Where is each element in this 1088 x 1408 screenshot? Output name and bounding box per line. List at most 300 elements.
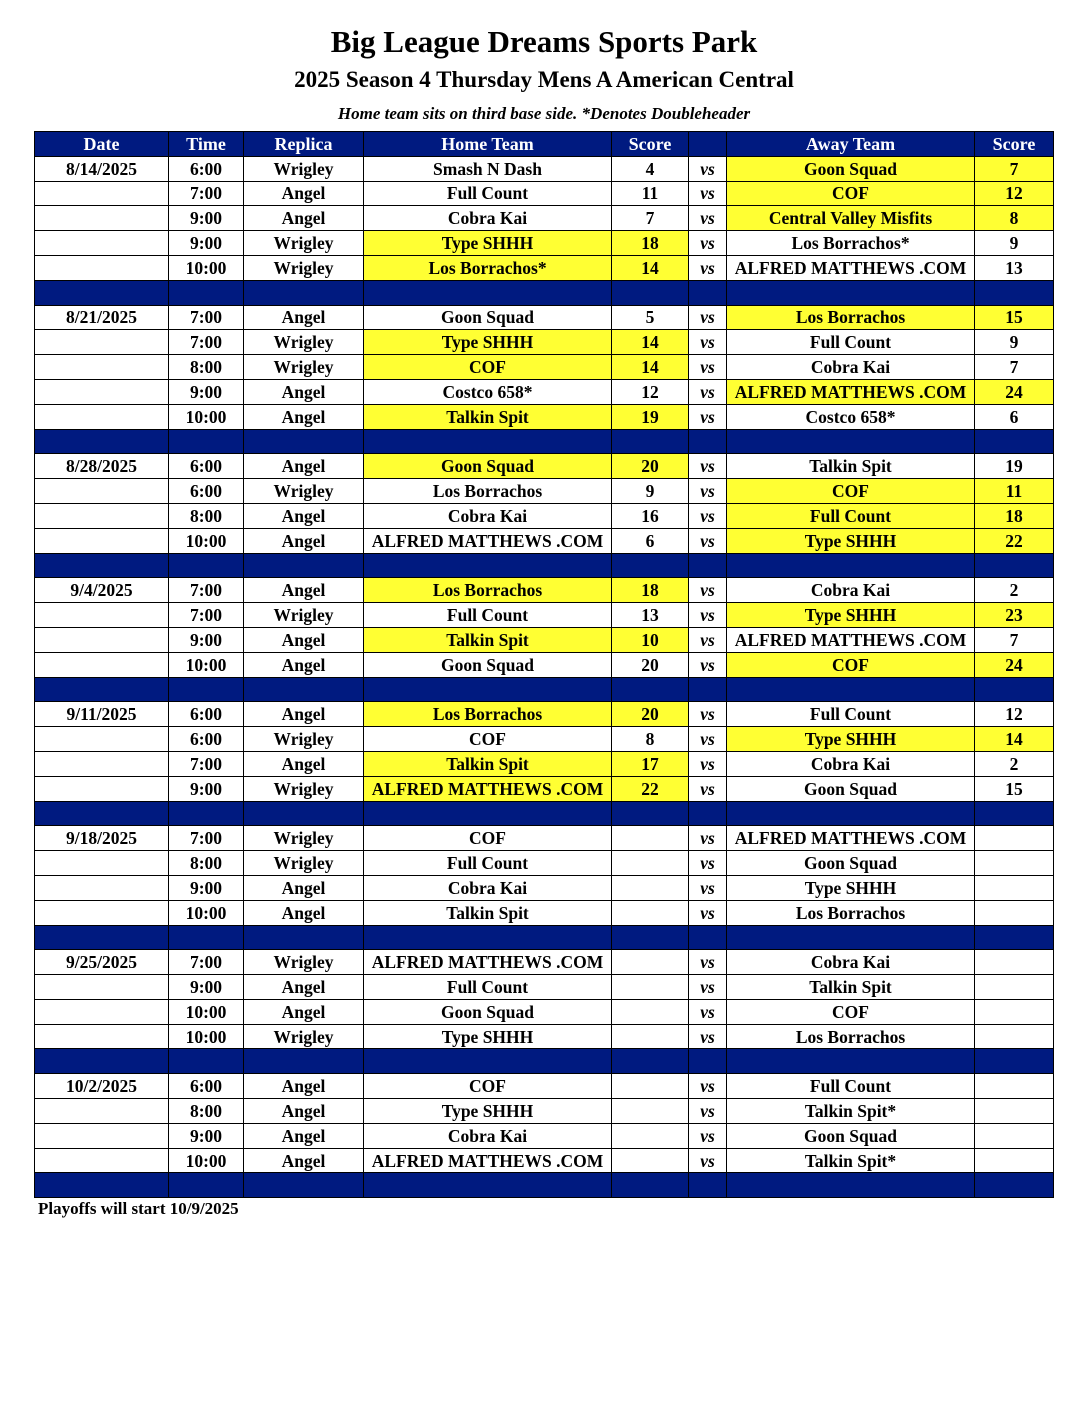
home-team: Talkin Spit	[364, 627, 612, 652]
game-replica: Angel	[244, 627, 364, 652]
away-score: 18	[975, 503, 1054, 528]
separator-cell	[364, 677, 612, 702]
column-header-replica: Replica	[244, 132, 364, 157]
game-time: 10:00	[169, 652, 244, 677]
home-team: Goon Squad	[364, 652, 612, 677]
home-score: 10	[612, 627, 689, 652]
separator-cell	[612, 280, 689, 305]
separator-cell	[35, 280, 169, 305]
game-time: 7:00	[169, 578, 244, 603]
game-row	[35, 454, 1054, 479]
game-row	[35, 975, 1054, 1000]
game-date	[35, 355, 169, 380]
game-time: 7:00	[169, 181, 244, 206]
home-score	[612, 1024, 689, 1049]
game-row	[35, 652, 1054, 677]
game-replica: Angel	[244, 975, 364, 1000]
away-team: Type SHHH	[727, 875, 975, 900]
game-replica: Wrigley	[244, 479, 364, 504]
game-row	[35, 404, 1054, 429]
week-separator-row	[35, 1049, 1054, 1074]
game-row	[35, 826, 1054, 851]
vs-label: vs	[689, 206, 727, 231]
separator-cell	[689, 1049, 727, 1074]
home-score: 20	[612, 702, 689, 727]
separator-cell	[727, 280, 975, 305]
game-date	[35, 627, 169, 652]
away-score: 12	[975, 181, 1054, 206]
home-score	[612, 999, 689, 1024]
home-team: Talkin Spit	[364, 900, 612, 925]
game-date	[35, 851, 169, 876]
game-replica: Angel	[244, 999, 364, 1024]
vs-label: vs	[689, 578, 727, 603]
game-row	[35, 999, 1054, 1024]
game-replica: Wrigley	[244, 1024, 364, 1049]
separator-cell	[612, 1049, 689, 1074]
home-score: 5	[612, 305, 689, 330]
vs-label: vs	[689, 355, 727, 380]
game-replica: Wrigley	[244, 156, 364, 181]
away-score: 7	[975, 355, 1054, 380]
game-date	[35, 900, 169, 925]
home-score	[612, 900, 689, 925]
vs-label: vs	[689, 528, 727, 553]
home-team: Cobra Kai	[364, 503, 612, 528]
separator-cell	[727, 677, 975, 702]
game-date: 9/25/2025	[35, 950, 169, 975]
home-team: Los Borrachos	[364, 702, 612, 727]
away-team: Cobra Kai	[727, 751, 975, 776]
separator-cell	[244, 429, 364, 454]
separator-cell	[975, 1049, 1054, 1074]
vs-label: vs	[689, 1123, 727, 1148]
game-row	[35, 528, 1054, 553]
home-score	[612, 950, 689, 975]
column-header-date: Date	[35, 132, 169, 157]
away-score: 2	[975, 578, 1054, 603]
game-date: 8/21/2025	[35, 305, 169, 330]
away-team: COF	[727, 999, 975, 1024]
game-replica: Angel	[244, 181, 364, 206]
home-score: 16	[612, 503, 689, 528]
game-time: 6:00	[169, 727, 244, 752]
away-team: Full Count	[727, 702, 975, 727]
game-row	[35, 255, 1054, 280]
game-time: 7:00	[169, 751, 244, 776]
game-time: 9:00	[169, 975, 244, 1000]
away-score: 7	[975, 156, 1054, 181]
vs-label: vs	[689, 875, 727, 900]
column-header-away-team: Away Team	[727, 132, 975, 157]
game-date	[35, 255, 169, 280]
home-score	[612, 1099, 689, 1124]
game-time: 6:00	[169, 479, 244, 504]
separator-cell	[975, 925, 1054, 950]
vs-label: vs	[689, 652, 727, 677]
game-replica: Angel	[244, 751, 364, 776]
game-row	[35, 1099, 1054, 1124]
away-score: 7	[975, 627, 1054, 652]
separator-cell	[689, 801, 727, 826]
game-row	[35, 950, 1054, 975]
game-date	[35, 528, 169, 553]
away-team: Type SHHH	[727, 528, 975, 553]
game-row	[35, 1024, 1054, 1049]
home-team: ALFRED MATTHEWS .COM	[364, 776, 612, 801]
home-score: 17	[612, 751, 689, 776]
separator-cell	[244, 1173, 364, 1198]
away-team: Los Borrachos	[727, 900, 975, 925]
game-time: 10:00	[169, 1148, 244, 1173]
game-date	[35, 975, 169, 1000]
home-team: Los Borrachos*	[364, 255, 612, 280]
game-date	[35, 1024, 169, 1049]
separator-cell	[244, 553, 364, 578]
separator-cell	[612, 1173, 689, 1198]
home-team: Costco 658*	[364, 379, 612, 404]
separator-cell	[727, 801, 975, 826]
separator-cell	[244, 677, 364, 702]
away-score: 19	[975, 454, 1054, 479]
game-time: 7:00	[169, 305, 244, 330]
game-time: 10:00	[169, 255, 244, 280]
game-date	[35, 1123, 169, 1148]
column-header-home-score: Score	[612, 132, 689, 157]
home-team: Goon Squad	[364, 305, 612, 330]
game-replica: Wrigley	[244, 255, 364, 280]
vs-label: vs	[689, 727, 727, 752]
away-score	[975, 1099, 1054, 1124]
away-score	[975, 1074, 1054, 1099]
game-date	[35, 603, 169, 628]
separator-cell	[169, 429, 244, 454]
game-row	[35, 379, 1054, 404]
vs-label: vs	[689, 479, 727, 504]
game-date	[35, 999, 169, 1024]
away-team: Type SHHH	[727, 727, 975, 752]
separator-cell	[689, 280, 727, 305]
home-score	[612, 851, 689, 876]
game-time: 9:00	[169, 379, 244, 404]
home-score: 6	[612, 528, 689, 553]
separator-cell	[35, 429, 169, 454]
home-team: Goon Squad	[364, 999, 612, 1024]
home-team: Full Count	[364, 975, 612, 1000]
home-score	[612, 1074, 689, 1099]
game-time: 6:00	[169, 156, 244, 181]
home-score: 7	[612, 206, 689, 231]
game-date: 9/11/2025	[35, 702, 169, 727]
separator-cell	[244, 280, 364, 305]
schedule-table	[34, 131, 1054, 1198]
separator-cell	[975, 429, 1054, 454]
separator-cell	[169, 925, 244, 950]
vs-label: vs	[689, 1074, 727, 1099]
game-row	[35, 727, 1054, 752]
separator-cell	[689, 677, 727, 702]
vs-label: vs	[689, 255, 727, 280]
home-score: 19	[612, 404, 689, 429]
home-team: COF	[364, 355, 612, 380]
game-row	[35, 702, 1054, 727]
away-team: Talkin Spit*	[727, 1099, 975, 1124]
game-time: 10:00	[169, 404, 244, 429]
away-team: Central Valley Misfits	[727, 206, 975, 231]
away-team: Type SHHH	[727, 603, 975, 628]
game-replica: Wrigley	[244, 950, 364, 975]
separator-cell	[35, 1173, 169, 1198]
game-date	[35, 479, 169, 504]
game-replica: Angel	[244, 1074, 364, 1099]
game-row	[35, 875, 1054, 900]
game-time: 8:00	[169, 851, 244, 876]
home-team: Smash N Dash	[364, 156, 612, 181]
game-time: 10:00	[169, 900, 244, 925]
away-team: ALFRED MATTHEWS .COM	[727, 826, 975, 851]
game-row	[35, 503, 1054, 528]
vs-label: vs	[689, 231, 727, 256]
separator-cell	[975, 801, 1054, 826]
vs-label: vs	[689, 950, 727, 975]
home-team: Talkin Spit	[364, 751, 612, 776]
separator-cell	[612, 429, 689, 454]
game-date	[35, 503, 169, 528]
away-score: 9	[975, 330, 1054, 355]
away-team: Goon Squad	[727, 851, 975, 876]
game-replica: Angel	[244, 652, 364, 677]
away-team: ALFRED MATTHEWS .COM	[727, 379, 975, 404]
week-separator-row	[35, 280, 1054, 305]
week-separator-row	[35, 1173, 1054, 1198]
away-score	[975, 900, 1054, 925]
away-team: Goon Squad	[727, 776, 975, 801]
away-team: Goon Squad	[727, 156, 975, 181]
game-row	[35, 1148, 1054, 1173]
home-team: Cobra Kai	[364, 1123, 612, 1148]
game-replica: Angel	[244, 578, 364, 603]
game-row	[35, 776, 1054, 801]
separator-cell	[975, 553, 1054, 578]
away-team: Talkin Spit*	[727, 1148, 975, 1173]
game-replica: Angel	[244, 454, 364, 479]
game-time: 9:00	[169, 875, 244, 900]
home-team: Los Borrachos	[364, 578, 612, 603]
game-row	[35, 1123, 1054, 1148]
game-date	[35, 875, 169, 900]
game-date	[35, 1148, 169, 1173]
separator-cell	[35, 925, 169, 950]
home-team: ALFRED MATTHEWS .COM	[364, 950, 612, 975]
separator-cell	[612, 925, 689, 950]
vs-label: vs	[689, 1148, 727, 1173]
game-row	[35, 751, 1054, 776]
separator-cell	[975, 280, 1054, 305]
game-row	[35, 603, 1054, 628]
game-replica: Angel	[244, 900, 364, 925]
away-score: 12	[975, 702, 1054, 727]
week-separator-row	[35, 801, 1054, 826]
vs-label: vs	[689, 503, 727, 528]
game-time: 9:00	[169, 776, 244, 801]
home-score: 20	[612, 652, 689, 677]
game-replica: Wrigley	[244, 231, 364, 256]
separator-cell	[975, 1173, 1054, 1198]
away-score	[975, 1024, 1054, 1049]
home-score	[612, 1148, 689, 1173]
game-time: 7:00	[169, 330, 244, 355]
away-team: Talkin Spit	[727, 454, 975, 479]
game-date	[35, 751, 169, 776]
separator-cell	[35, 677, 169, 702]
separator-cell	[364, 553, 612, 578]
game-row	[35, 231, 1054, 256]
separator-cell	[35, 1049, 169, 1074]
home-team: Type SHHH	[364, 1099, 612, 1124]
schedule-note: Home team sits on third base side. *Denotes Doubleheader	[337, 104, 751, 123]
away-score: 13	[975, 255, 1054, 280]
away-score: 23	[975, 603, 1054, 628]
away-score	[975, 1148, 1054, 1173]
separator-cell	[612, 677, 689, 702]
game-row	[35, 578, 1054, 603]
away-team: COF	[727, 479, 975, 504]
game-time: 7:00	[169, 826, 244, 851]
separator-cell	[727, 553, 975, 578]
week-separator-row	[35, 553, 1054, 578]
separator-cell	[244, 925, 364, 950]
away-score: 6	[975, 404, 1054, 429]
game-replica: Wrigley	[244, 727, 364, 752]
separator-cell	[169, 677, 244, 702]
home-score: 8	[612, 727, 689, 752]
vs-label: vs	[689, 975, 727, 1000]
game-time: 9:00	[169, 206, 244, 231]
away-team: Full Count	[727, 330, 975, 355]
separator-cell	[364, 1049, 612, 1074]
game-date	[35, 727, 169, 752]
separator-cell	[727, 925, 975, 950]
away-team: Cobra Kai	[727, 950, 975, 975]
game-time: 8:00	[169, 1099, 244, 1124]
game-date	[35, 181, 169, 206]
separator-cell	[169, 553, 244, 578]
separator-cell	[244, 1049, 364, 1074]
vs-label: vs	[689, 156, 727, 181]
away-score: 9	[975, 231, 1054, 256]
separator-cell	[612, 553, 689, 578]
home-team: Cobra Kai	[364, 206, 612, 231]
home-score: 20	[612, 454, 689, 479]
separator-cell	[364, 925, 612, 950]
game-row	[35, 181, 1054, 206]
away-score: 14	[975, 727, 1054, 752]
column-header-away-score: Score	[975, 132, 1054, 157]
vs-label: vs	[689, 776, 727, 801]
home-team: ALFRED MATTHEWS .COM	[364, 1148, 612, 1173]
vs-label: vs	[689, 181, 727, 206]
page-title: Big League Dreams Sports Park	[330, 24, 758, 59]
game-date	[35, 206, 169, 231]
game-replica: Angel	[244, 404, 364, 429]
home-team: Los Borrachos	[364, 479, 612, 504]
playoffs-note: Playoffs will start 10/9/2025	[38, 1199, 239, 1218]
away-score	[975, 975, 1054, 1000]
game-replica: Wrigley	[244, 826, 364, 851]
separator-cell	[689, 429, 727, 454]
away-score	[975, 851, 1054, 876]
home-team: COF	[364, 826, 612, 851]
away-score	[975, 1123, 1054, 1148]
separator-cell	[364, 1173, 612, 1198]
game-time: 10:00	[169, 999, 244, 1024]
away-score: 11	[975, 479, 1054, 504]
away-score: 24	[975, 652, 1054, 677]
separator-cell	[727, 1049, 975, 1074]
away-team: Los Borrachos*	[727, 231, 975, 256]
game-date	[35, 652, 169, 677]
separator-cell	[169, 1049, 244, 1074]
game-date	[35, 231, 169, 256]
home-score	[612, 1123, 689, 1148]
page-subtitle: 2025 Season 4 Thursday Mens A American Central	[294, 67, 794, 92]
home-team: Type SHHH	[364, 1024, 612, 1049]
away-team: Goon Squad	[727, 1123, 975, 1148]
game-time: 10:00	[169, 1024, 244, 1049]
game-time: 6:00	[169, 702, 244, 727]
away-score	[975, 999, 1054, 1024]
separator-cell	[727, 1173, 975, 1198]
home-score	[612, 826, 689, 851]
week-separator-row	[35, 677, 1054, 702]
game-date: 8/28/2025	[35, 454, 169, 479]
game-row	[35, 206, 1054, 231]
game-row	[35, 156, 1054, 181]
game-replica: Wrigley	[244, 776, 364, 801]
vs-label: vs	[689, 379, 727, 404]
game-replica: Wrigley	[244, 355, 364, 380]
vs-label: vs	[689, 702, 727, 727]
separator-cell	[612, 801, 689, 826]
game-replica: Angel	[244, 528, 364, 553]
home-score: 14	[612, 255, 689, 280]
away-score	[975, 875, 1054, 900]
away-team: ALFRED MATTHEWS .COM	[727, 255, 975, 280]
home-team: COF	[364, 1074, 612, 1099]
table-header-row	[35, 132, 1054, 157]
home-team: Talkin Spit	[364, 404, 612, 429]
game-replica: Angel	[244, 1148, 364, 1173]
game-time: 8:00	[169, 355, 244, 380]
game-row	[35, 900, 1054, 925]
game-time: 8:00	[169, 503, 244, 528]
vs-label: vs	[689, 305, 727, 330]
away-score	[975, 826, 1054, 851]
home-team: Full Count	[364, 851, 612, 876]
game-date: 9/18/2025	[35, 826, 169, 851]
vs-label: vs	[689, 826, 727, 851]
away-team: Full Count	[727, 1074, 975, 1099]
vs-label: vs	[689, 330, 727, 355]
home-team: ALFRED MATTHEWS .COM	[364, 528, 612, 553]
home-score: 12	[612, 379, 689, 404]
vs-label: vs	[689, 454, 727, 479]
column-header-home-team: Home Team	[364, 132, 612, 157]
game-row	[35, 1074, 1054, 1099]
game-row	[35, 330, 1054, 355]
game-date: 8/14/2025	[35, 156, 169, 181]
separator-cell	[364, 801, 612, 826]
